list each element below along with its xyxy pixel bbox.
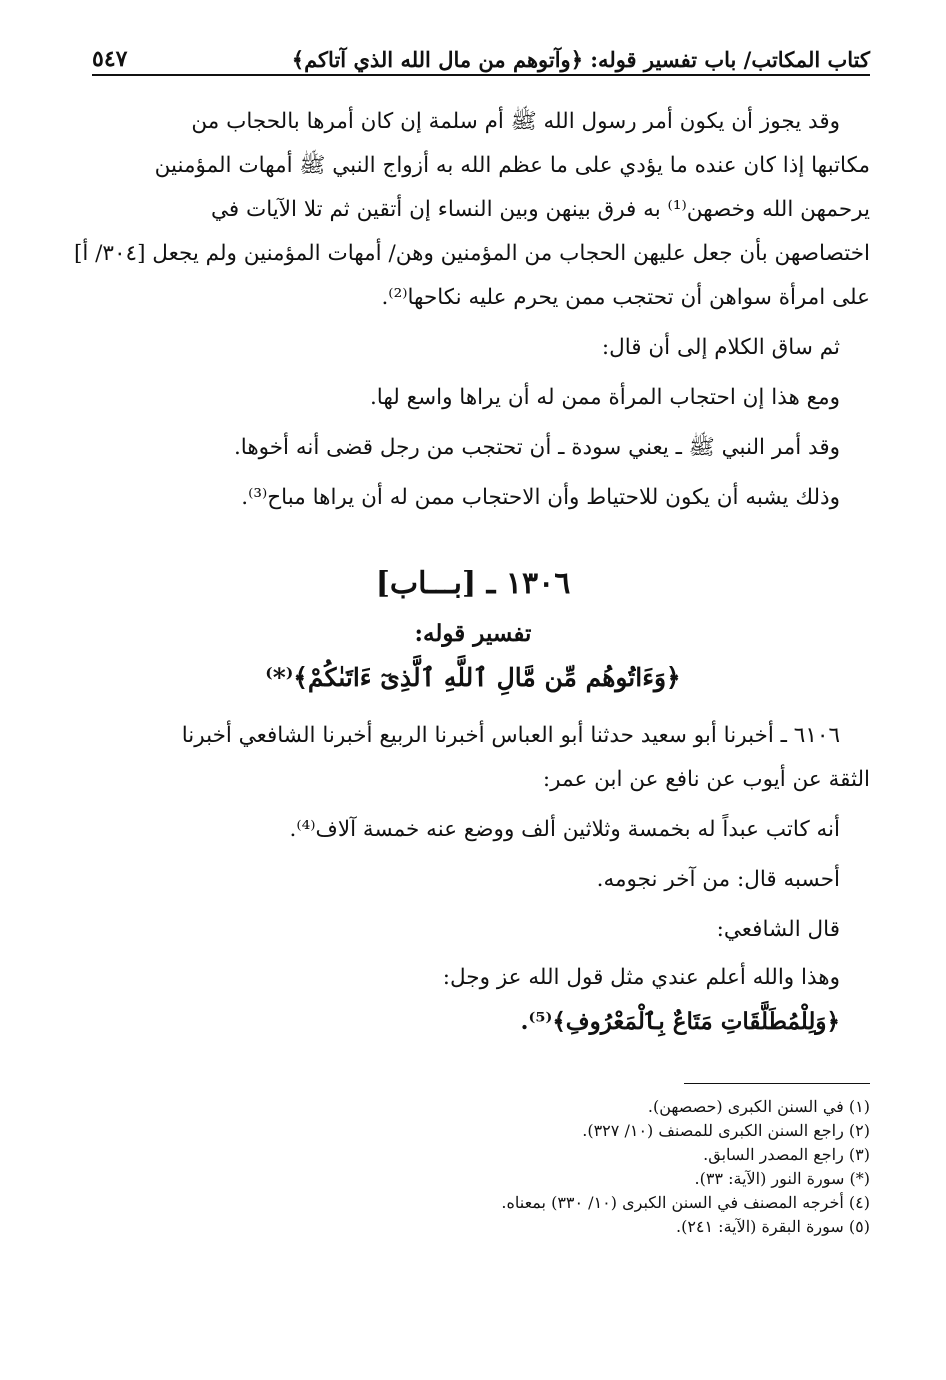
text-line: وقد أمر النبي ﷺ ـ يعني سودة ـ أن تحتجب من رجل قضى أنه أخوها. <box>233 435 840 460</box>
text-line: ٦١٠٦ ـ أخبرنا أبو سعيد حدثنا أبو العباس أخبرنا الربيع أخبرنا الشافعي أخبرنا <box>181 723 840 748</box>
header-rule <box>92 74 870 76</box>
text-line: ومع هذا إن احتجاب المرأة ممن له أن يراها واسع لها. <box>369 385 840 410</box>
footnote: (٢) راجع السنن الكبرى للمصنف (١٠/ ٣٢٧). <box>582 1121 870 1140</box>
footnote: (١) في السنن الكبرى (حصصهن). <box>647 1097 870 1116</box>
footnote: (٥) سورة البقرة (الآية: ٢٤١). <box>675 1217 870 1236</box>
page-header <box>92 28 870 72</box>
footnote: (٣) راجع المصدر السابق. <box>703 1145 870 1164</box>
text-line: مكاتبها إذا كان عنده ما يؤدي على ما عظم الله به أزواج النبي ﷺ أمهات المؤمنين <box>154 153 870 178</box>
text-line: اختصاصهن بأن جعل عليهن الحجاب من المؤمنين وهن/ أمهات المؤمنين ولم يجعل [٣٠٤/ أ] <box>73 241 870 266</box>
text-line: يرحمهن الله وخصهن⁽¹⁾ به فرق بينهن وبين النساء إن أتقين ثم تلا الآيات في <box>210 197 870 222</box>
text-line: وذلك يشبه أن يكون للاحتياط وأن الاحتجاب ممن له أن يراها مباح⁽³⁾. <box>241 485 840 510</box>
page-number: ٥٤٧ <box>92 46 128 72</box>
chapter-subtitle: تفسير قوله: <box>414 620 532 647</box>
text-line: وقد يجوز أن يكون أمر رسول الله ﷺ أم سلمة إن كان أمرها بالحجاب من <box>191 109 840 134</box>
text-block-2 <box>92 714 870 1044</box>
text-line: قال الشافعي: <box>716 917 840 942</box>
chapter-heading: ١٣٠٦ ـ [بـــاب] <box>375 566 571 601</box>
quran-verse-line: ﴿وَلِلْمُطَلَّقَاتِ مَتَاعٌ بِٱلْمَعْرُوفِ﴾⁽⁵⁾. <box>520 1008 840 1035</box>
footnote-rule <box>684 1083 870 1084</box>
text-line: وهذا والله أعلم عندي مثل قول الله عز وجل: <box>442 965 840 990</box>
text-block-1 <box>73 100 870 520</box>
text-line: أحسبه قال: من آخر نجومه. <box>596 867 840 892</box>
running-title: كتاب المكاتب/ باب تفسير قوله: ﴿وآتوهم من مال الله الذي آتاكم﴾ <box>291 47 870 72</box>
footnotes <box>92 1095 870 1239</box>
text-line: أنه كاتب عبداً له بخمسة وثلاثين ألف ووضع عنه خمسة آلاف⁽⁴⁾. <box>289 817 840 842</box>
chapter-verse: ﴿وَءَاتُوهُم مِّن مَّالِ ٱللَّهِ ٱلَّذِىٓ ءَاتَىٰكُمْ﴾⁽*⁾ <box>265 663 681 692</box>
footnote: (*) سورة النور (الآية: ٣٣). <box>694 1169 870 1188</box>
text-line: على امرأة سواهن أن تحتجب ممن يحرم عليه نكاحها⁽²⁾. <box>381 285 870 310</box>
footnote: (٤) أخرجه المصنف في السنن الكبرى (١٠/ ٣٣٠) بمعناه. <box>501 1193 870 1212</box>
text-line: ثم ساق الكلام إلى أن قال: <box>601 335 840 360</box>
text-line: الثقة عن أيوب عن نافع عن ابن عمر: <box>542 767 870 792</box>
